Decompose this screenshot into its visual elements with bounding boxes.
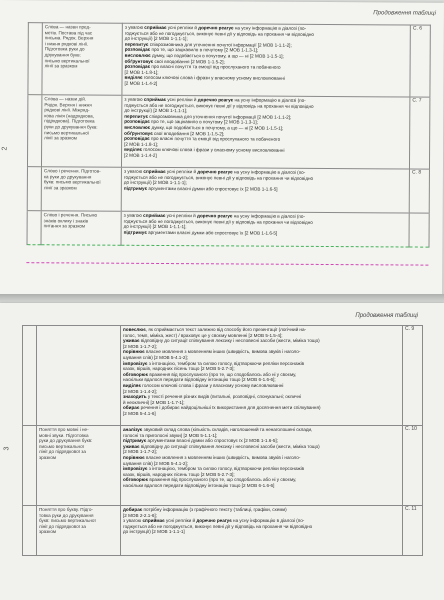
result-text: з увагою: [124, 24, 145, 30]
key-verb: висловлює: [124, 124, 151, 130]
result-text: співрозмовника для уточнення почутої інформації [2 МОВ 1-1.1-2];: [148, 41, 292, 48]
result-text: співрозмовника для уточнення почутої інформації [2 МОВ 1-1.1-2];: [148, 113, 292, 120]
lesson-topic-line: метів. Постава під час: [44, 29, 93, 36]
result-text: [2 МОВ 1-1.7-2];: [123, 343, 157, 349]
result-text: аргументами власні думки або спростовує їх [2 МОВ 1-1.6-5];: [146, 438, 278, 444]
lesson-topic-line: знаків оклику і знаків: [43, 217, 89, 224]
expected-result-line: [123, 411, 400, 417]
key-verb: розповідає: [124, 47, 151, 53]
expected-results-cell: [122, 23, 410, 97]
result-text: з інтонацією, тембром та силою голосу, відтворюючи репліки персонажів: [147, 466, 305, 472]
row-number-cell: [23, 506, 37, 556]
result-text: відповідну до ситуації спілкування лексику і несловесні засоби (жести, міміка тощо): [139, 338, 320, 344]
lesson-topic-cell: [41, 95, 121, 167]
key-verb: порівнює: [123, 349, 145, 355]
key-verb: виділяє: [124, 75, 143, 81]
result-text: відповідну до ситуації спілкування лексику і несловесні засоби (жести, міміка тощо): [139, 443, 320, 449]
lesson-topic-line: мовні звуки. Підготовка: [39, 432, 89, 438]
lesson-topic-line: Рядок. Верхня і нижня: [44, 101, 92, 108]
key-verb: доречно реагує: [197, 97, 234, 103]
lesson-topic-line: письмо вертикальної: [44, 129, 90, 136]
key-verb: розповідає: [124, 119, 150, 125]
result-text: голосом ключові слова і фрази у власному усному висловлюванні: [142, 75, 285, 82]
result-text: голос, темп, міміка, жест) / враховує це у своєму мовленні [2 МОВ 5-1.5-4];: [123, 332, 283, 338]
textbook-page-cell: С. 10: [403, 426, 423, 506]
result-text: на усну інформацію в діалозі (по-: [232, 169, 306, 175]
bottom-page: [0, 303, 444, 600]
key-verb: обговорює: [123, 371, 149, 377]
result-text: й неокличні) [2 МОВ 1-1.7-1];: [123, 399, 185, 405]
textbook-page-cell: [409, 213, 429, 247]
row-number-cell: [27, 211, 41, 245]
key-verb: знаходить: [123, 394, 147, 400]
result-text: [2 МОВ 1-1.8-1];: [124, 141, 159, 147]
page-number-bottom: 3: [3, 446, 11, 451]
lesson-topic-line: лінії за зразком: [44, 135, 77, 141]
lesson-topic-line: Поняття про букву. Підго-: [39, 507, 93, 512]
continuation-label: Продовження таблиці: [373, 10, 436, 17]
result-text: на усну інформацію в діалозі (по-: [231, 518, 305, 524]
key-verb: підтримує: [123, 185, 148, 191]
key-verb: обирає: [123, 405, 140, 411]
result-text: годжується або не погоджується, виконує певні дії у відповідь на прохання чи відповідно: [124, 102, 314, 109]
expected-results-cell: [121, 211, 409, 247]
table-row: [27, 167, 429, 213]
row-number-cell: [23, 426, 37, 506]
row-number-cell: [27, 167, 41, 211]
key-verb: імпровізує: [123, 360, 148, 366]
expected-result-line: [124, 81, 407, 88]
curriculum-table: [27, 22, 431, 247]
result-text: думку, що подобається в почутому, а що — ні [2 МОВ 1-1.5-1];: [150, 124, 284, 131]
result-text: думку, що подобається в почутому, а що — ні [2 МОВ 1-1.5-1];: [150, 52, 284, 59]
result-text: [2 МОВ 1-1.4-2]: [124, 80, 158, 86]
result-text: враження від прослуханого (про те, що сподобалось або ні у своєму,: [148, 477, 297, 483]
result-text: [2 МОВ 1-1.8-1];: [124, 69, 159, 75]
lesson-topic-line: Поняття про мовні і не-: [39, 427, 89, 432]
lesson-topic-cell: [37, 506, 121, 556]
expected-results-cell: [121, 506, 403, 556]
result-text: власне мовлення з мовленням інших (швидкість, вимова звуків і наголо-: [144, 454, 301, 460]
key-verb: добирає: [123, 507, 143, 512]
lesson-topic-line: зразком: [39, 454, 57, 460]
result-text: до інструкції) [2 МОВ 1-1.1-1];: [123, 223, 187, 230]
result-text: годжується або не погоджується, виконує певні дії у відповідь на прохання чи відповідно: [124, 30, 315, 37]
key-verb: обговорює: [123, 477, 149, 483]
result-text: годжується або не погоджується, виконує певні дії у відповідь на прохання чи відповідно: [123, 523, 313, 529]
result-text: наскільки вдалося передати відповідну інтонацію тощо [2 МОВ 6-1.6-6]: [123, 482, 275, 488]
result-text: у тексті речення різних видів (питальні, розповідні, спонукальні; окличні: [146, 394, 302, 400]
top-page: [0, 0, 444, 297]
key-verb: порівнює: [123, 454, 145, 460]
key-verb: доречно реагує: [198, 25, 234, 31]
result-text: голосом ключові слова і фрази у власному усному висловлюванні: [142, 147, 285, 154]
key-verb: доречно реагує: [197, 213, 233, 219]
result-text: з увагою: [123, 212, 144, 218]
continuation-label: Продовження таблиці: [355, 313, 418, 319]
lesson-topic-line: лінії до підрядкової за: [39, 449, 86, 455]
result-text: [2 МОВ 1-1.4-2]: [124, 152, 157, 158]
key-verb: сприймає: [142, 518, 165, 524]
textbook-page-cell: С. 9: [403, 326, 423, 426]
result-text: потрібну інформацію (з графічного тексту (таблиці, графіки, схеми): [142, 507, 287, 512]
key-verb: сприймає: [143, 168, 166, 175]
expected-result-line: [123, 529, 400, 535]
expected-result-line: [123, 483, 400, 489]
key-verb: виділяє: [124, 147, 143, 153]
result-text: голосні та приголосні звуки) [2 МОВ 5-1.1-1];: [123, 432, 218, 438]
result-text: до інструкції) [2 МОВ 1-1.1-1]: [123, 529, 185, 535]
result-text: годжується або не погоджується, виконує певні дії у відповідь на прохання чи відповідно: [123, 218, 313, 225]
lesson-topic-cell: [41, 211, 121, 245]
result-text: з увагою: [123, 518, 143, 524]
key-verb: підтримує: [123, 229, 147, 235]
result-text: до інструкції) [2 МОВ 1-1.1-1];: [124, 107, 188, 114]
curriculum-table: [22, 325, 423, 556]
result-text: свої вподобання [2 МОВ 1-1.5-2];: [152, 130, 225, 136]
lesson-topic-line: Слово і речення. Підготов-: [43, 168, 101, 174]
result-text: про те, що зацікавило в почутому [2 МОВ 1-1.3-1];: [149, 119, 258, 125]
result-text: наскільки вдалося передати відповідну інтонацію тощо [2 МОВ 6-1.6-6];: [123, 377, 276, 383]
page-fold-shadow: [0, 294, 444, 303]
textbook-page-cell: С. 6: [410, 25, 430, 97]
lesson-topic-line: лінії за зразком: [43, 185, 77, 191]
key-verb: доречно реагує: [197, 169, 233, 175]
lesson-topic-line: Слова — назви дій.: [44, 96, 87, 102]
lesson-topic-line: руки до друкування букв:: [39, 438, 93, 444]
result-text: усні репліки й: [165, 169, 198, 175]
key-verb: висловлює: [124, 52, 151, 58]
result-text: про власні почуття та емоції від прослуханого та побаченого: [149, 136, 281, 142]
lesson-topic-line: руки до друкування букв:: [44, 124, 98, 130]
result-text: годжується або не погоджується, виконує певні дії у відповідь на прохання чи відповідно: [123, 174, 314, 181]
key-verb: сприймає: [144, 24, 167, 31]
table-row: [23, 506, 423, 556]
table-row: [28, 23, 430, 97]
expected-results-cell: [121, 326, 403, 426]
expected-result-line: [124, 153, 407, 160]
lesson-topic-line: і нижня рядкові лінії.: [44, 41, 89, 47]
key-verb: перепитує: [124, 113, 149, 119]
lesson-topic-line: товка руки до друкування: [39, 512, 94, 518]
lesson-topic-line: букв: письмо вертикальної: [39, 518, 96, 524]
table-row: [23, 326, 423, 426]
result-text: , як сприймається текст залежно від способу його презентації (логічний на-: [145, 327, 307, 332]
result-text: голосом ключові слова і фрази у власному усному висловлюванні: [140, 382, 284, 388]
lesson-topic-line: Слово і речення. Письмо: [43, 212, 98, 218]
result-text: з інтонацією, тембром та силою голосу, відтворюючи репліки персонажів: [147, 360, 305, 366]
textbook-page-cell: С. 7: [409, 97, 429, 169]
result-text: на усну інформацію в діалозі (по-: [232, 213, 306, 219]
lesson-topic-line: кова лінія (надрядкова,: [44, 113, 94, 119]
expected-results-cell: [121, 95, 409, 169]
lesson-topic-line: письмо вертикальної: [44, 57, 90, 64]
row-number-cell: [23, 326, 37, 426]
textbook-page-cell: С. 8: [409, 169, 429, 213]
result-text: казок, віршів, народних пісень тощо [2 МОВ 5-2.7-3];: [123, 471, 235, 477]
result-text: аргументами власні думки або спростовує їх [2 МОВ 1-1.6-5]: [147, 185, 278, 192]
lesson-topic-cell: [37, 326, 121, 426]
key-verb: повеслює: [123, 327, 146, 332]
key-verb: аналізує: [123, 427, 143, 432]
key-verb: доречно реагує: [196, 518, 232, 524]
lesson-topic-line: ка руки до друкування: [43, 173, 92, 180]
key-verb: підтримує: [123, 438, 147, 444]
table-row: [27, 95, 429, 169]
result-text: про те, що зацікавило в почутому [2 МОВ 1-1.3-1];: [150, 47, 259, 53]
result-text: з увагою: [123, 168, 144, 174]
lesson-topic-line: рядкові лінії. Міжряд-: [44, 107, 90, 113]
row-number-cell: [27, 95, 41, 167]
key-verb: обґрунтовує: [124, 58, 154, 64]
expected-result-line: [124, 186, 407, 193]
key-verb: розповідає: [124, 135, 150, 142]
key-verb: уживає: [123, 443, 140, 449]
lesson-topic-line: друкування букв:: [44, 52, 81, 58]
key-verb: сприймає: [143, 96, 167, 103]
lesson-topic-line: питання за зразком: [43, 223, 86, 229]
row-number-cell: [28, 23, 42, 95]
result-text: з увагою: [124, 96, 144, 102]
result-text: до інструкції) [2 МОВ 1-1.1-1];: [123, 179, 187, 186]
result-text: усні репліки й: [166, 25, 199, 31]
result-text: до інструкції) [2 МОВ 1-1.1-1];: [124, 35, 188, 42]
result-text: на усну інформацію в діалозі (по-: [233, 25, 307, 31]
lesson-topic-line: зразком: [39, 529, 57, 535]
lesson-topic-cell: [41, 167, 121, 211]
highlight-line: [26, 262, 428, 265]
result-text: шування слів) [2 МОВ 5-4.1-2];: [123, 354, 188, 360]
result-text: власне мовлення з мовленням інших (швидкість, вимова звуків і наголо-: [144, 349, 301, 355]
expected-results-cell: [121, 426, 403, 506]
lesson-topic-line: букв: письмо вертикальної: [43, 179, 101, 185]
key-verb: виділяє: [123, 382, 141, 388]
result-text: враження від прослуханого (про те, що сподобалось або ні у своєму,: [148, 371, 297, 377]
result-text: аргументами власні думки або спростовує їх [2 МОВ 1-1.6-5]: [146, 229, 278, 236]
result-text: на усну інформацію в діалозі (по-: [233, 97, 306, 103]
result-text: [2 МОВ 2-2.1-6];: [123, 512, 157, 518]
result-text: усні репліки й: [165, 213, 198, 219]
key-verb: перепитує: [124, 41, 149, 47]
result-text: звуковий склад слова (кількість складів, наголошений та ненаголошені склади,: [142, 427, 313, 432]
expected-result-line: [124, 230, 407, 237]
result-text: шування слів) [2 МОВ 5-4.1-2];: [123, 460, 188, 466]
lesson-topic-line: Слова — назви пред-: [44, 24, 91, 30]
result-text: про власні почуття та емоції від прослуханого та побаченого: [150, 64, 281, 70]
result-text: [2 МОВ 5-4.1-6]: [123, 410, 156, 416]
lesson-topic-line: підрядкова). Підготовка: [44, 118, 95, 124]
table-row: [23, 426, 423, 506]
result-text: свої вподобання [2 МОВ 1-1.5-2];: [153, 58, 225, 64]
key-verb: розповідає: [124, 63, 151, 70]
lesson-topic-line: лінії до підрядкової за: [39, 523, 86, 529]
result-text: казок, віршів, народних пісень тощо [2 МОВ 5-2.7-3];: [123, 366, 235, 372]
page-number: 2: [1, 146, 9, 151]
lesson-topic-line: Підготовка руки до: [44, 46, 85, 52]
key-verb: уживає: [123, 338, 140, 344]
lesson-topic-line: лінії за зразком: [44, 63, 78, 69]
lesson-topic-line: письмо вертикальної: [39, 443, 84, 449]
result-text: усні репліки й: [166, 97, 198, 103]
result-text: [2 МОВ 1-1.7-2];: [123, 449, 157, 455]
textbook-page-cell: С. 11: [403, 506, 423, 556]
table-row: [27, 211, 429, 247]
lesson-topic-line: письма. Рядок. Верхня: [44, 35, 94, 41]
result-text: речення і добирає найдоцільніші їх використання для досягнення мети спілкування): [139, 405, 321, 411]
key-verb: обґрунтовує: [124, 130, 153, 136]
result-text: [2 МОВ 1-1.4-2];: [123, 388, 157, 394]
expected-results-cell: [121, 167, 409, 213]
lesson-topic-cell: [42, 23, 122, 95]
key-verb: сприймає: [143, 212, 166, 219]
lesson-topic-cell: [37, 426, 121, 506]
key-verb: імпровізує: [123, 466, 148, 472]
result-text: усні репліки й: [164, 518, 197, 524]
